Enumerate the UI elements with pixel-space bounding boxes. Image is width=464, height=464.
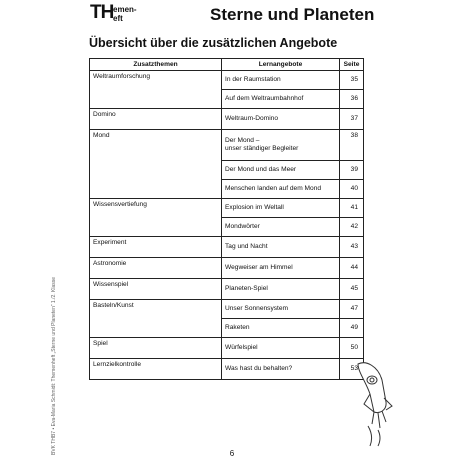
offer-cell: In der Raumstation <box>222 71 340 90</box>
page-cell: 36 <box>340 90 364 109</box>
table-row <box>90 130 364 161</box>
page-number: 6 <box>229 449 235 458</box>
offer-cell: Auf dem Weltraumbahnhof <box>222 90 340 109</box>
offer-cell: Der Mond und das Meer <box>222 161 340 180</box>
table-row <box>90 258 364 279</box>
page-title: Sterne und Planeten <box>210 5 375 24</box>
topic-cell: Domino <box>90 109 222 130</box>
page-cell: 37 <box>340 109 364 130</box>
offer-cell: Explosion im Weltall <box>222 199 340 218</box>
table-row <box>90 237 364 258</box>
topic-cell: Spiel <box>90 338 222 359</box>
logo-th: TH <box>90 2 114 23</box>
themenheft-logo <box>90 3 150 27</box>
offer-cell: Was hast du behalten? <box>222 359 340 380</box>
page-cell: 44 <box>340 258 364 279</box>
section-subtitle: Übersicht über die zusätzlichen Angebote <box>89 36 338 50</box>
header-offers: Lernangebote <box>222 59 340 71</box>
table-row <box>90 300 364 319</box>
offer-cell: Mondwörter <box>222 218 340 237</box>
table-row <box>90 109 364 130</box>
table-row <box>90 199 364 218</box>
offer-cell: Tag und Nacht <box>222 237 340 258</box>
table-row <box>90 279 364 300</box>
offer-cell: Menschen landen auf dem Mond <box>222 180 340 199</box>
page-cell: 35 <box>340 71 364 90</box>
offer-cell: Würfelspiel <box>222 338 340 359</box>
topic-cell: Wissenspiel <box>90 279 222 300</box>
topic-cell: Astronomie <box>90 258 222 279</box>
page-cell: 47 <box>340 300 364 319</box>
topic-cell: Lernzielkontrolle <box>90 359 222 380</box>
offer-cell: Raketen <box>222 319 340 338</box>
page-cell: 42 <box>340 218 364 237</box>
page-cell: 49 <box>340 319 364 338</box>
offer-line: unser ständiger Begleiter <box>225 145 299 152</box>
page-cell: 45 <box>340 279 364 300</box>
page-cell: 39 <box>340 161 364 180</box>
header-topics: Zusatzthemen <box>90 59 222 71</box>
page-cell: 40 <box>340 180 364 199</box>
offer-cell: Unser Sonnensystem <box>222 300 340 319</box>
overview-table <box>89 58 364 380</box>
table-row <box>90 359 364 380</box>
topic-cell: Mond <box>90 130 222 199</box>
topic-cell: Experiment <box>90 237 222 258</box>
logo-top-text: emen- <box>113 5 137 14</box>
page-cell: 50 <box>340 338 364 359</box>
page-cell: 38 <box>340 130 364 161</box>
offer-cell: Planeten-Spiel <box>222 279 340 300</box>
topic-cell: Weltraumforschung <box>90 71 222 109</box>
offer-cell: Weltraum-Domino <box>222 109 340 130</box>
table-row <box>90 71 364 90</box>
topic-cell: Wissensvertiefung <box>90 199 222 237</box>
rocket-illustration <box>352 358 396 448</box>
table-row <box>90 338 364 359</box>
offer-cell <box>222 130 340 161</box>
table-header-row <box>90 59 364 71</box>
page-cell: 43 <box>340 237 364 258</box>
logo-bottom-text: eft <box>113 14 123 23</box>
page-cell: 53 <box>340 359 364 380</box>
header-page: Seite <box>340 59 364 71</box>
page-cell: 41 <box>340 199 364 218</box>
offer-line: Der Mond – <box>225 137 260 144</box>
side-credit-text: BVK THB7 • Eva-Maria Schmidt: Themenheft „Sterne und Planeten“ 1./2. Klasse <box>51 276 57 455</box>
offer-cell: Wegweiser am Himmel <box>222 258 340 279</box>
topic-cell: Basteln/Kunst <box>90 300 222 338</box>
